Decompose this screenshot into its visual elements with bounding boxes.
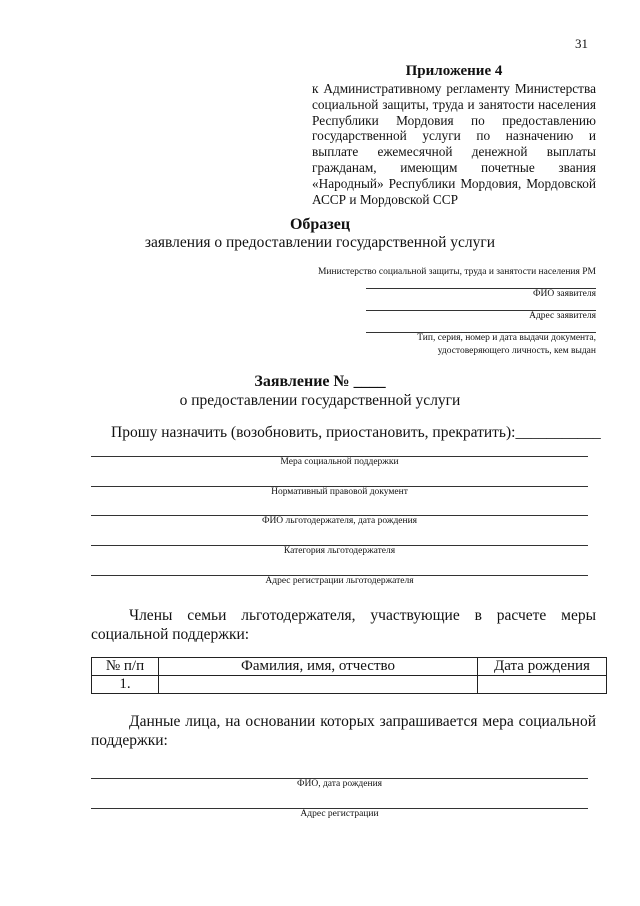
statement-subtitle: о предоставлении государственной услуги [179,392,461,409]
table-header-row [92,658,607,676]
applicant-fio-caption: ФИО заявителя [533,289,596,299]
person-paragraph: Данные лица, на основании которых запрашивается мера социальной поддержки: [91,713,596,749]
table-cell-fio[interactable] [159,676,478,694]
family-table [91,657,607,694]
table-header-birthdate: Дата рождения [478,658,607,676]
applicant-document-caption-2: удостоверяющего личность, кем выдан [437,346,596,356]
family-paragraph: Члены семьи льготодержателя, участвующие в расчете меры социальной поддержки: [91,607,596,643]
statement-title: Заявление № ____ [254,373,386,390]
appendix-text: к Административному регламенту Министерства социальной защиты, труда и занятости населения Республики Мордовия по предоставлению государственной услуги по назначению и выплате ежемесячной денежной выплаты гражданам, имеющим почетные звания «Народный» Республики Мордовия, Мордовской АССР и Мордовской ССР [312,81,596,207]
support-measure-caption: Мера социальной поддержки [280,457,399,467]
normative-doc-caption: Нормативный правовой документ [271,487,408,497]
table-row [92,676,607,694]
table-header-number: № п/п [92,658,159,676]
person-address-caption: Адрес регистрации [300,809,379,819]
applicant-address-caption: Адрес заявителя [529,311,596,321]
beneficiary-category-caption: Категория льготодержателя [283,546,396,556]
appendix-title: Приложение 4 [405,63,503,79]
beneficiary-address-caption: Адрес регистрации льготодержателя [265,576,414,586]
request-line: Прошу назначить (возобновить, приостановить, прекратить):___________ [111,424,601,441]
sample-subtitle: заявления о предоставлении государственной услуги [144,234,496,251]
page-number: 31 [575,36,588,51]
addressee-ministry: Министерство социальной защиты, труда и занятости населения РМ [317,267,596,277]
sample-title: Образец [289,216,351,233]
person-fio-caption: ФИО, дата рождения [296,779,383,789]
table-cell-birthdate[interactable] [478,676,607,694]
applicant-document-caption-1: Тип, серия, номер и дата выдачи документа, [417,333,596,343]
table-cell-number: 1. [92,676,159,694]
table-header-fio: Фамилия, имя, отчество [159,658,478,676]
beneficiary-fio-caption: ФИО льготодержателя, дата рождения [261,516,418,526]
